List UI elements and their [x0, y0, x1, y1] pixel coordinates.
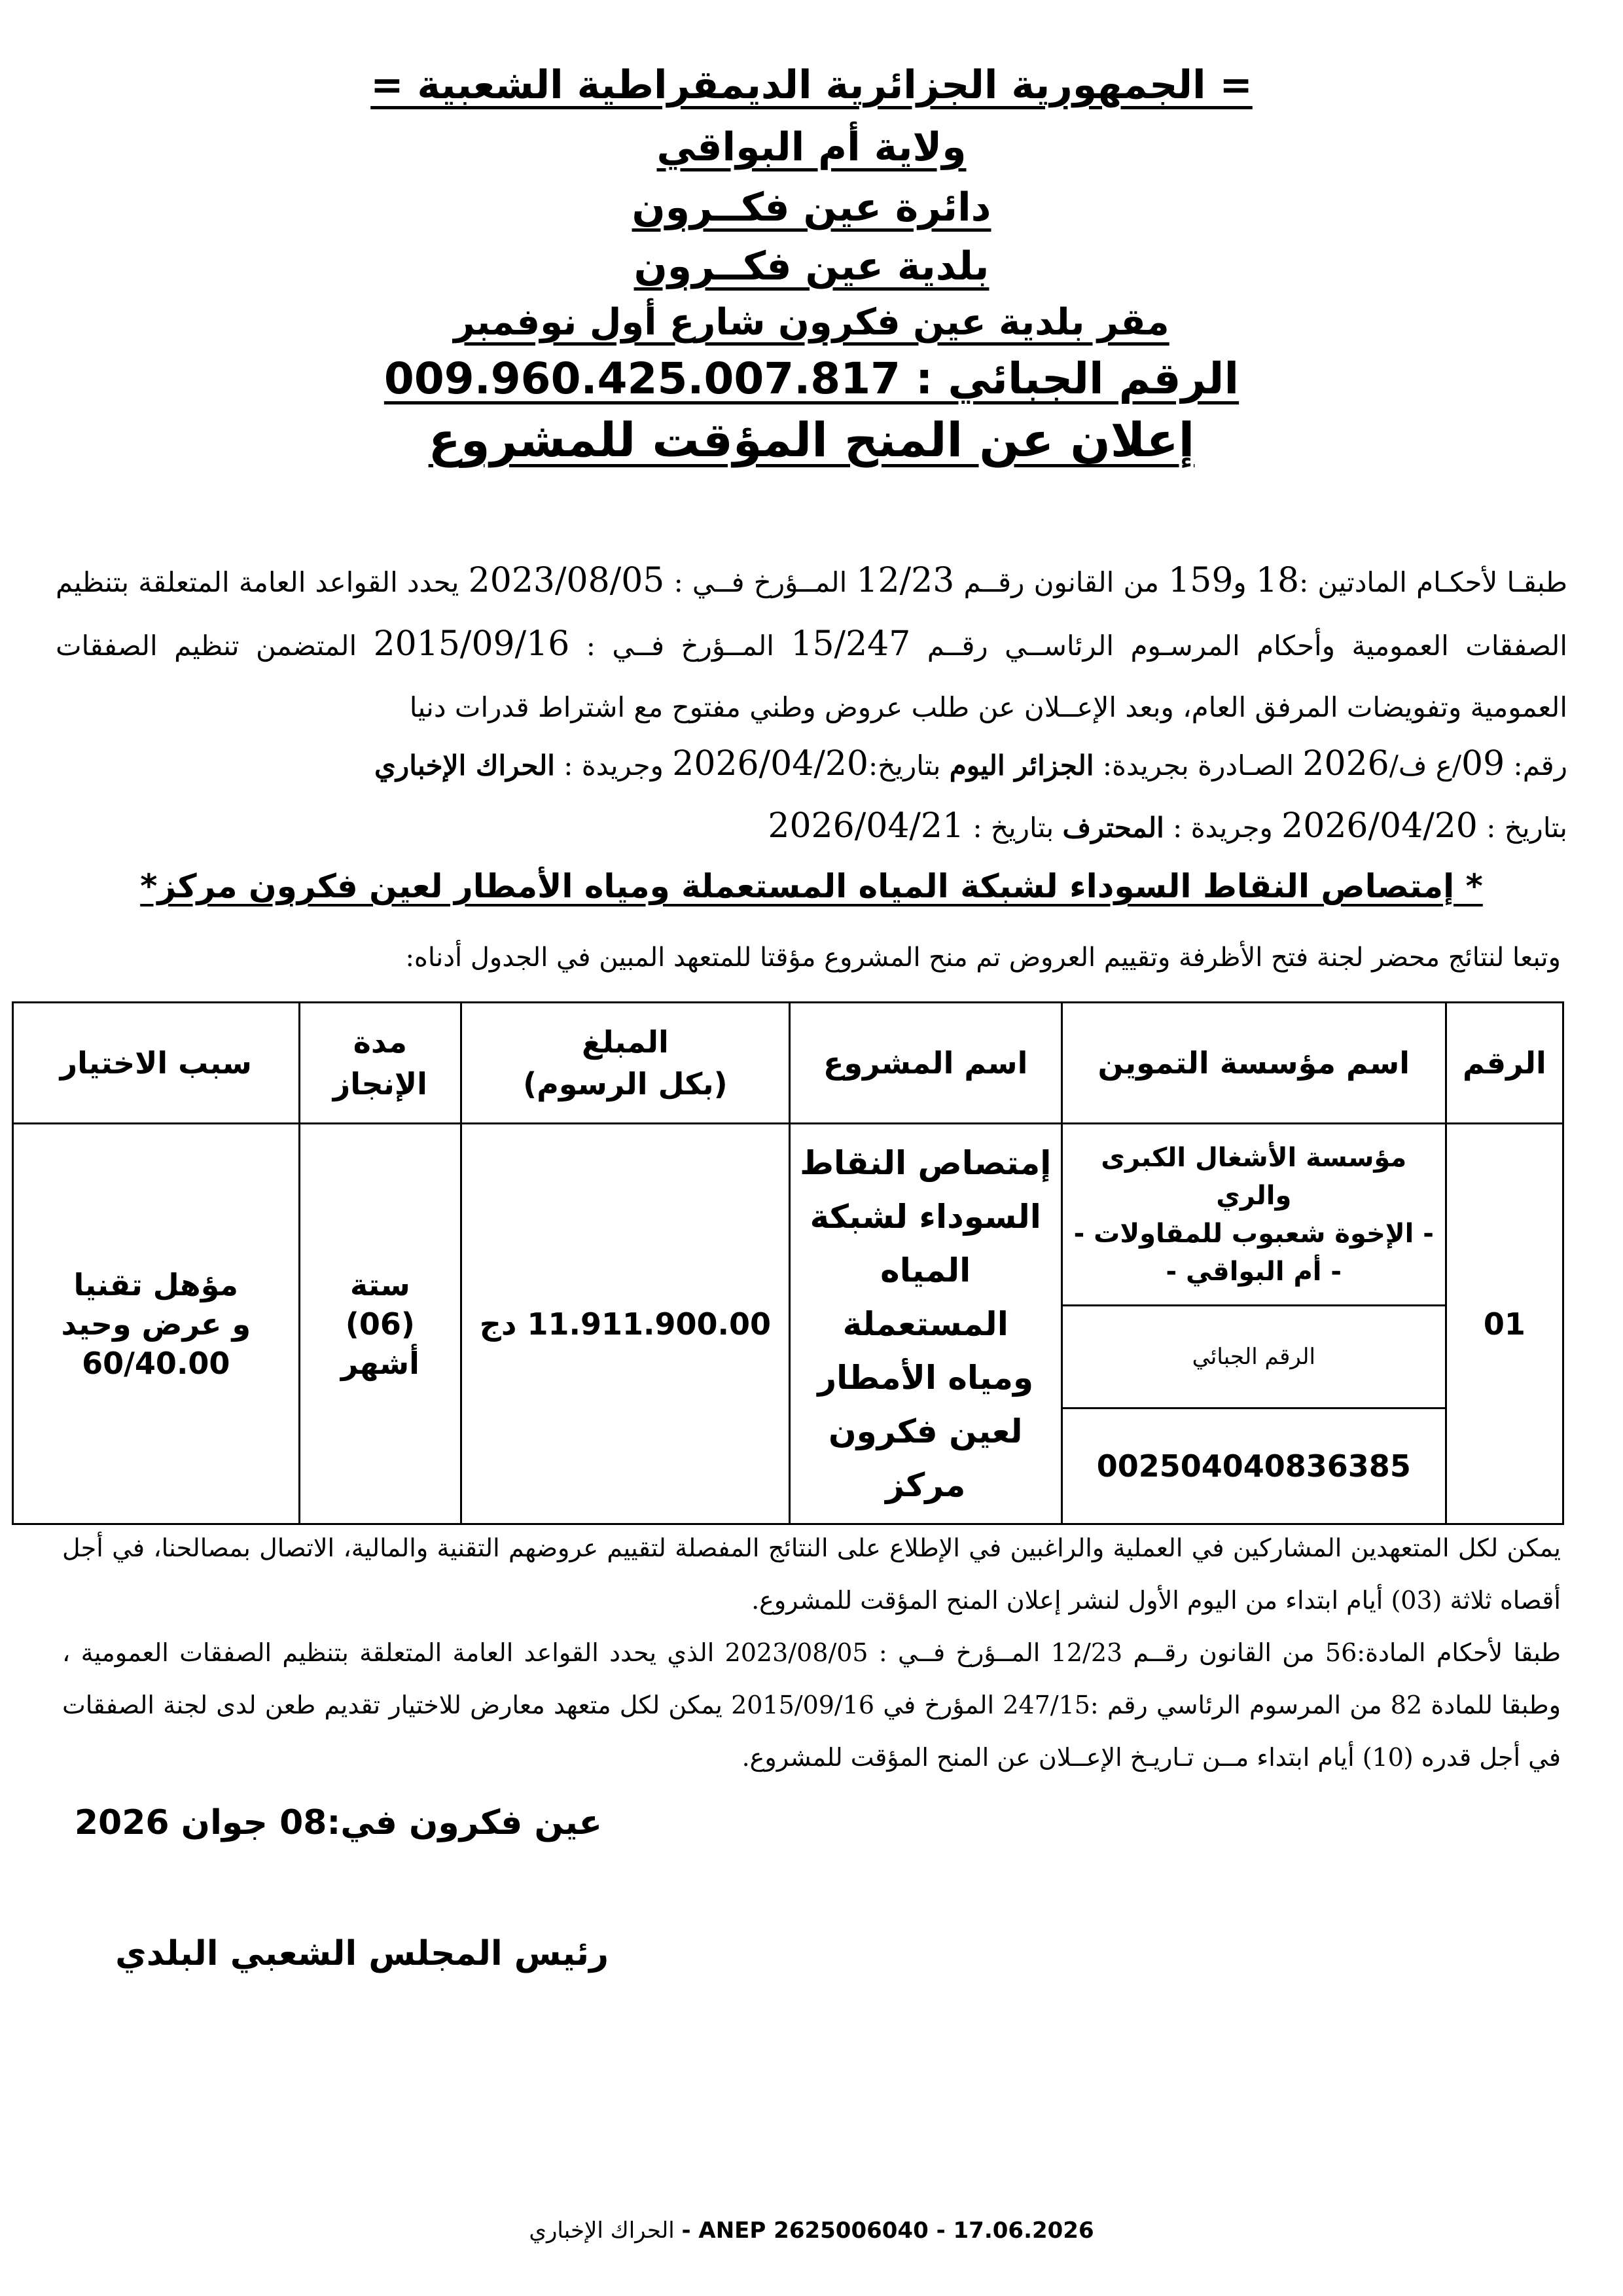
table-row — [13, 1124, 1563, 1306]
header-duration: مدة الإنجاز — [299, 1003, 461, 1124]
cell-institution: مؤسسة الأشغال الكبرى والري - الإخوة شعبوب للمقاولات - - أم البواقي - — [1061, 1124, 1446, 1306]
commune-title: بلدية عين فكــرون — [633, 243, 990, 289]
publication-line-1: رقم: 09/ع ف/2026 الصـادرة بجريدة: الجزائر اليوم بتاريخ:2026/04/20 وجريدة : الحراك الإخباري — [374, 744, 1567, 783]
header-reason: سبب الاختيار — [13, 1003, 300, 1124]
header-institution: اسم مؤسسة التموين — [1061, 1003, 1446, 1124]
daira-title: دائرة عين فكــرون — [632, 185, 991, 230]
header-amount: المبلغ (بكل الرسوم) — [461, 1003, 790, 1124]
preamble-paragraph: طبقـا لأحكـام المادتين :18 و159 من القانون رقــم 12/23 المــؤرخ فــي : 2023/08/05 يحدد القواعد العامة المتعلقة بتنظيم الصفقات العمومية وأحكام المرسـوم الرئاســي رقــم 15/247 المــؤرخ فــي : 2015/09/16 المتضمن تنظيم الصفقات العمومية وتفويضات المرفق العام، وبعد الإعــلان عن طلب عروض وطني مفتوح مع اشتراط قدرات دنيا — [56, 561, 1568, 723]
place-date: عين فكرون في:08 جوان 2026 — [74, 1803, 602, 1842]
intro-sentence: وتبعا لنتائج محضر لجنة فتح الأظرفة وتقييم العروض تم منح المشروع مؤقتا للمتعهد المبين في الجدول أدناه: — [405, 942, 1561, 973]
tax-number-line: الرقم الجبائي : 009.960.425.007.817 — [383, 353, 1240, 404]
header-project: اسم المشروع — [789, 1003, 1061, 1124]
cell-amount: 11.911.900.00 دج — [461, 1124, 790, 1524]
signer-title: رئيس المجلس الشعبي البلدي — [115, 1934, 609, 1973]
cell-tax-value: 002504040836385 — [1061, 1408, 1446, 1524]
consultation-paragraph: يمكن لكل المتعهدين المشاركين في العملية والراغبين في الإطلاع على النتائج المفصلة لتقييم عروضهم التقنية والمالية، الاتصال بمصالحنا، في أجل أقصاه ثلاثة (03) أيام ابتداء من اليوم الأول لنشر إعلان المنح المؤقت للمشروع. — [62, 1534, 1561, 1615]
wilaya-title: ولاية أم البواقي — [656, 124, 967, 170]
address-line: مقر بلدية عين فكرون شارع أول نوفمبر — [454, 301, 1169, 344]
project-subject: * إمتصاص النقاط السوداء لشبكة المياه المستعملة ومياه الأمطار لعين فكرون مركز* — [140, 867, 1483, 905]
cell-num: 01 — [1446, 1124, 1563, 1524]
award-table — [12, 1001, 1564, 1525]
footer-anep-ref: - ANEP 2625006040 - 17.06.2026 — [681, 2217, 1094, 2244]
cell-tax-label: الرقم الجبائي — [1061, 1306, 1446, 1408]
announcement-title: إعلان عن المنح المؤقت للمشروع — [428, 412, 1195, 467]
footer-newspaper: الحراك الإخباري — [529, 2217, 675, 2244]
republic-title: = الجمهورية الجزائرية الديمقراطية الشعبية = — [370, 62, 1253, 108]
cell-duration: ستة (06) أشهر — [299, 1124, 461, 1524]
cell-reason: مؤهل تقنيا و عرض وحيد 60/40.00 — [13, 1124, 300, 1524]
cell-project: إمتصاص النقاط السوداء لشبكة المياه المستعملة ومياه الأمطار لعين فكرون مركز — [789, 1124, 1061, 1524]
appeal-paragraph: طبقا لأحكام المادة:56 من القانون رقــم 12/23 المــؤرخ فــي : 2023/08/05 الذي يحدد القواعد العامة المتعلقة بتنظيم الصفقات العمومية ، وطبقا للمادة 82 من المرسوم الرئاسي رقم :247/15 المؤرخ في 2015/09/16 يمكن لكل متعهد معارض للاختيار تقديم طعن لدى لجنة الصفقات في أجل قدره (10) أيام ابتداء مــن تـاريـخ الإعــلان عن المنح المؤقت للمشروع. — [62, 1638, 1561, 1772]
header-num: الرقم — [1446, 1003, 1563, 1124]
table-header-row — [13, 1003, 1563, 1124]
page-footer — [0, 2217, 1623, 2244]
publication-line-2: بتاريخ : 2026/04/20 وجريدة : المحترف بتاريخ : 2026/04/21 — [768, 806, 1567, 846]
